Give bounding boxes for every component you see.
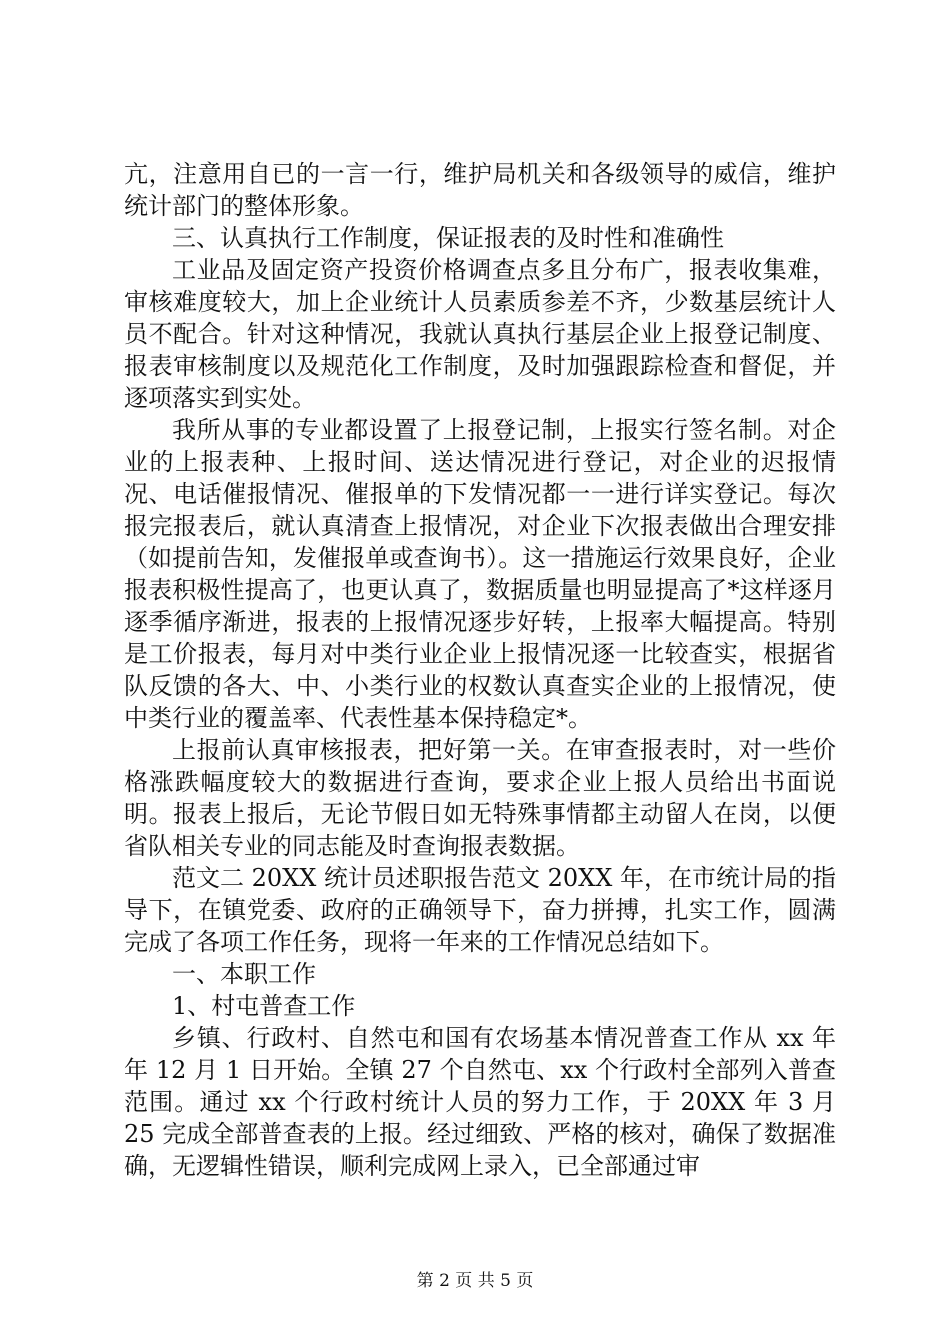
document-body xyxy=(124,158,836,1182)
subsection-heading-1: 1、村屯普查工作 xyxy=(172,992,356,1020)
page-number-footer: 第 2 页 共 5 页 xyxy=(416,1271,534,1291)
paragraph-6: 范文二 20XX 统计员述职报告范文 20XX 年，在市统计局的指导下，在镇党委、政府的正确领导下，奋力拼搏，扎实工作，圆满完成了各项工作任务，现将一年来的工作情况总结如下。 xyxy=(124,864,836,956)
paragraph-1: 亢，注意用自已的一言一行，维护局机关和各级领导的威信，维护统计部门的整体形象。 xyxy=(124,160,836,220)
paragraph-5: 上报前认真审核报表，把好第一关。在审查报表时，对一些价格涨跌幅度较大的数据进行查询，要求企业上报人员给出书面说明。报表上报后，无论节假日如无特殊事情都主动留人在岗，以便省队相关专业的同志能及时查询报表数据。 xyxy=(124,736,836,860)
section-heading-1: 一、本职工作 xyxy=(172,960,316,988)
section-heading-3: 三、认真执行工作制度，保证报表的及时性和准确性 xyxy=(172,224,724,252)
paragraph-9: 乡镇、行政村、自然屯和国有农场基本情况普查工作从 xx 年年 12 月 1 日开始。全镇 27 个自然屯、xx 个行政村全部列入普查范围。通过 xx 个行政村统计人员的努力工作，于 20XX 年 3 月 25 完成全部普查表的上报。经过细致、严格的核对，确保了数据准确，无逻辑性错误，顺利完成网上录入，已全部通过审 xyxy=(124,1024,836,1180)
paragraph-3: 工业品及固定资产投资价格调查点多且分布广，报表收集难，审核难度较大，加上企业统计人员素质参差不齐，少数基层统计人员不配合。针对这种情况，我就认真执行基层企业上报登记制度、报表审核制度以及规范化工作制度，及时加强跟踪检查和督促，并逐项落实到实处。 xyxy=(124,256,836,412)
paragraph-4: 我所从事的专业都设置了上报登记制，上报实行签名制。对企业的上报表种、上报时间、送达情况进行登记，对企业的迟报情况、电话催报情况、催报单的下发情况都一一进行详实登记。每次报完报表后，就认真清查上报情况，对企业下次报表做出合理安排（如提前告知，发催报单或查询书）。这一措施运行效果良好，企业报表积极性提高了，也更认真了，数据质量也明显提高了*这样逐月逐季循序渐进，报表的上报情况逐步好转，上报率大幅提高。特别是工价报表，每月对中类行业企业上报情况逐一比较查实，根据省队反馈的各大、中、小类行业的权数认真查实企业的上报情况，使中类行业的覆盖率、代表性基本保持稳定*。 xyxy=(124,416,836,732)
